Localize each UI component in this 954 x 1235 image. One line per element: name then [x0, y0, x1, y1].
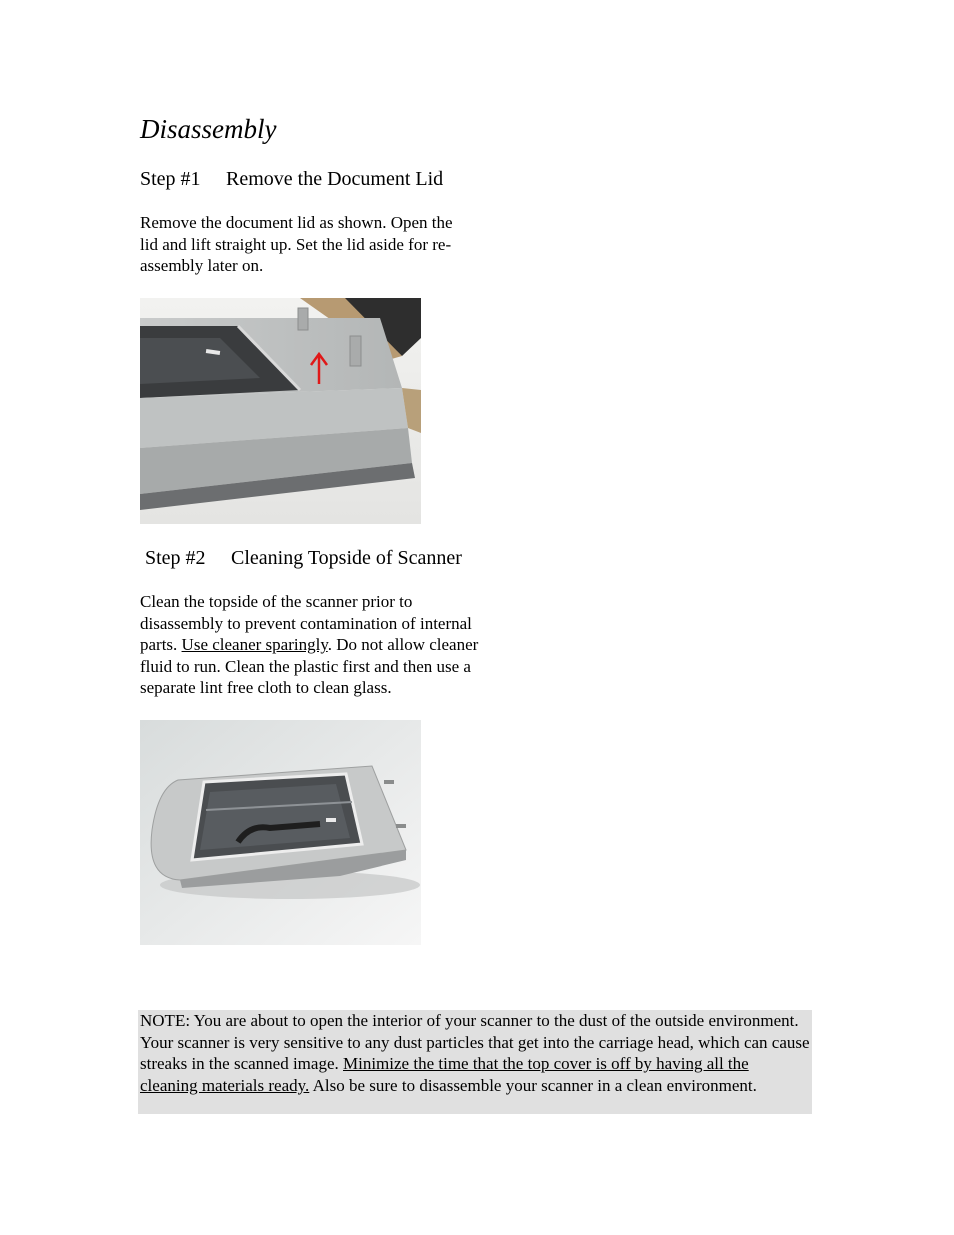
step-1-body: Remove the document lid as shown. Open the lid and lift straight up. Set the lid aside for re-assembly later on.	[140, 213, 453, 276]
step-1-title: Remove the Document Lid	[226, 168, 444, 190]
page-title: Disassembly	[140, 114, 277, 144]
note-text-start: NOTE: You are about to open the interior of your scanner to the dust of the outside environment. Your scanner is very sensitive to any dust particles that get into the carriage head, which can cause streaks in the scanned image.	[140, 1011, 810, 1074]
step-2-body-start: Clean the topside of the scanner prior to disassembly to prevent contamination of internal parts.	[140, 592, 472, 655]
step-2-body-end: . Do not allow cleaner fluid to run. Clean the plastic first and then use a separate lint free cloth to clean glass.	[140, 635, 479, 698]
dust-warning-note	[138, 1010, 812, 1114]
note-text-end: Also be sure to disassemble your scanner in a clean environment.	[309, 1075, 757, 1095]
step-2-body	[140, 591, 480, 699]
step-1-label: Step #1	[140, 168, 201, 190]
step-2-heading	[145, 545, 462, 571]
scanner-lid-photo	[140, 298, 421, 524]
step-2-title: Cleaning Topside of Scanner	[231, 547, 462, 569]
note-text-emphasis: Minimize the time that the top cover is off by having all the cleaning materials ready.	[140, 1054, 749, 1095]
scanner-top-photo	[140, 720, 421, 945]
step-1-heading	[140, 166, 443, 192]
step-2-label: Step #2	[145, 547, 206, 569]
step-2-body-emphasis: Use cleaner sparingly	[181, 635, 328, 655]
